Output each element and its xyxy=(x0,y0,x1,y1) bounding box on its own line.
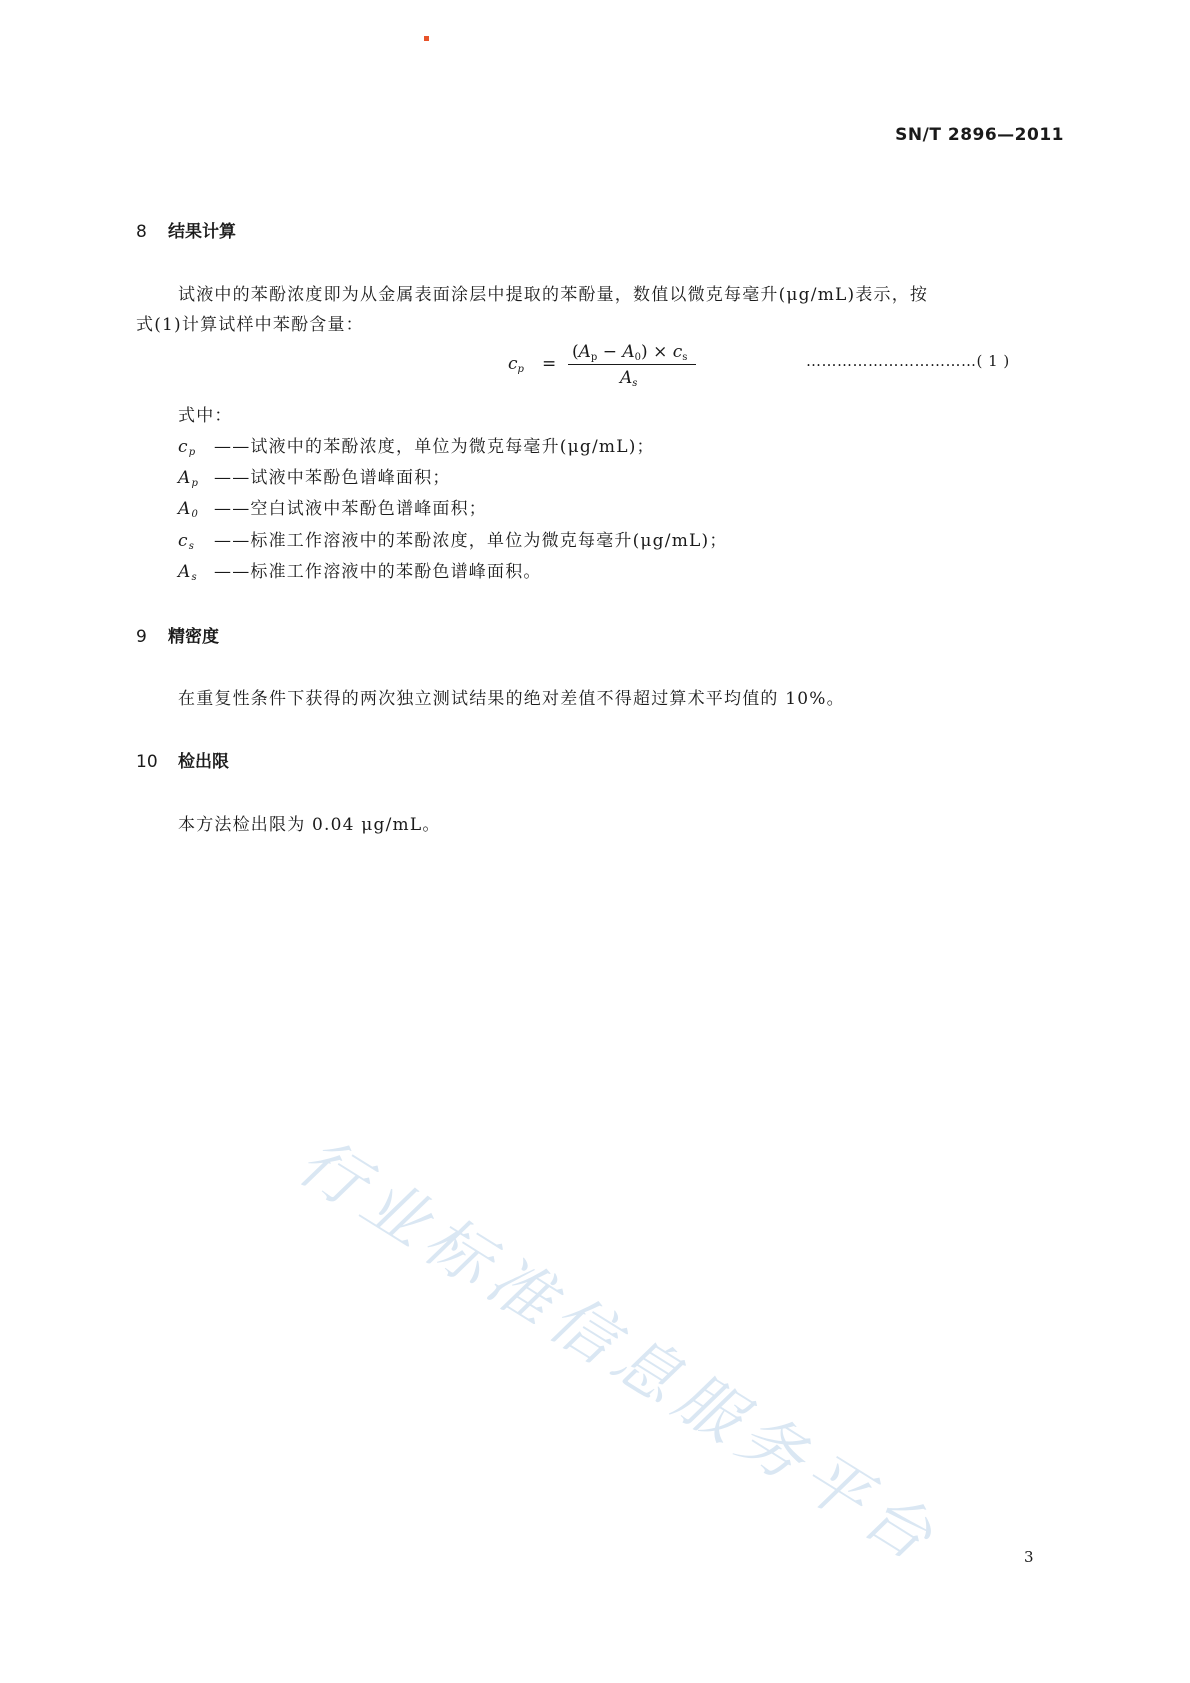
variable-description: ——空白试液中苯酚色谱峰面积； xyxy=(214,499,487,519)
precision-text: 在重复性条件下获得的两次独立测试结果的绝对差值不得超过算术平均值的 10%。 xyxy=(178,689,845,709)
equation-number: ……………………………( 1 ) xyxy=(806,352,1010,370)
variable-symbol: $c_p$ xyxy=(178,437,197,458)
section-title: 精密度 xyxy=(168,627,219,647)
variable-row xyxy=(178,432,655,458)
formula-equals: = xyxy=(542,354,557,374)
section-10-heading xyxy=(136,747,229,772)
variable-description: ——标准工作溶液中的苯酚浓度，单位为微克每毫升(μg/mL)； xyxy=(214,531,728,551)
variable-description: ——标准工作溶液中的苯酚色谱峰面积。 xyxy=(214,562,542,582)
fraction-bar xyxy=(568,364,696,365)
variable-description: ——试液中的苯酚浓度，单位为微克每毫升(μg/mL)； xyxy=(214,437,655,457)
formula-lhs: $c_p$ xyxy=(508,354,524,375)
standard-number: SN/T 2896—2011 xyxy=(895,125,1064,145)
section-title: 检出限 xyxy=(178,752,229,772)
variable-symbol: $c_s$ xyxy=(178,531,196,552)
section-title: 结果计算 xyxy=(168,222,236,242)
variable-symbol: $A_p$ xyxy=(178,468,200,489)
section-number: 10 xyxy=(136,752,158,772)
section-number: 8 xyxy=(136,222,147,242)
variable-row xyxy=(178,494,487,520)
variable-symbol: $A_0$ xyxy=(178,499,200,520)
variable-row xyxy=(178,463,451,489)
formula-numerator: $(A_p - A_0) \times c_s$ xyxy=(572,342,688,363)
intro-line-1: 试液中的苯酚浓度即为从金属表面涂层中提取的苯酚量，数值以微克每毫升(μg/mL)表示，按 xyxy=(178,285,929,305)
variable-description: ——试液中苯酚色谱峰面积； xyxy=(214,468,451,488)
watermark: 行业标准信息服务平台 xyxy=(285,1124,952,1580)
scan-mark xyxy=(424,36,429,41)
intro-line-2: 式(1)计算试样中苯酚含量： xyxy=(136,315,364,335)
where-label: 式中： xyxy=(178,406,233,426)
formula-1 xyxy=(508,342,688,388)
variable-symbol: $A_s$ xyxy=(178,562,198,583)
formula-denominator: $A_s$ xyxy=(620,368,638,389)
section-number: 9 xyxy=(136,627,147,647)
section-8-heading xyxy=(136,217,236,242)
detection-limit-text: 本方法检出限为 0.04 μg/mL。 xyxy=(178,815,441,835)
variable-row xyxy=(178,526,728,552)
page-number: 3 xyxy=(1024,1548,1034,1566)
section-9-heading xyxy=(136,622,219,647)
variable-row xyxy=(178,557,542,583)
